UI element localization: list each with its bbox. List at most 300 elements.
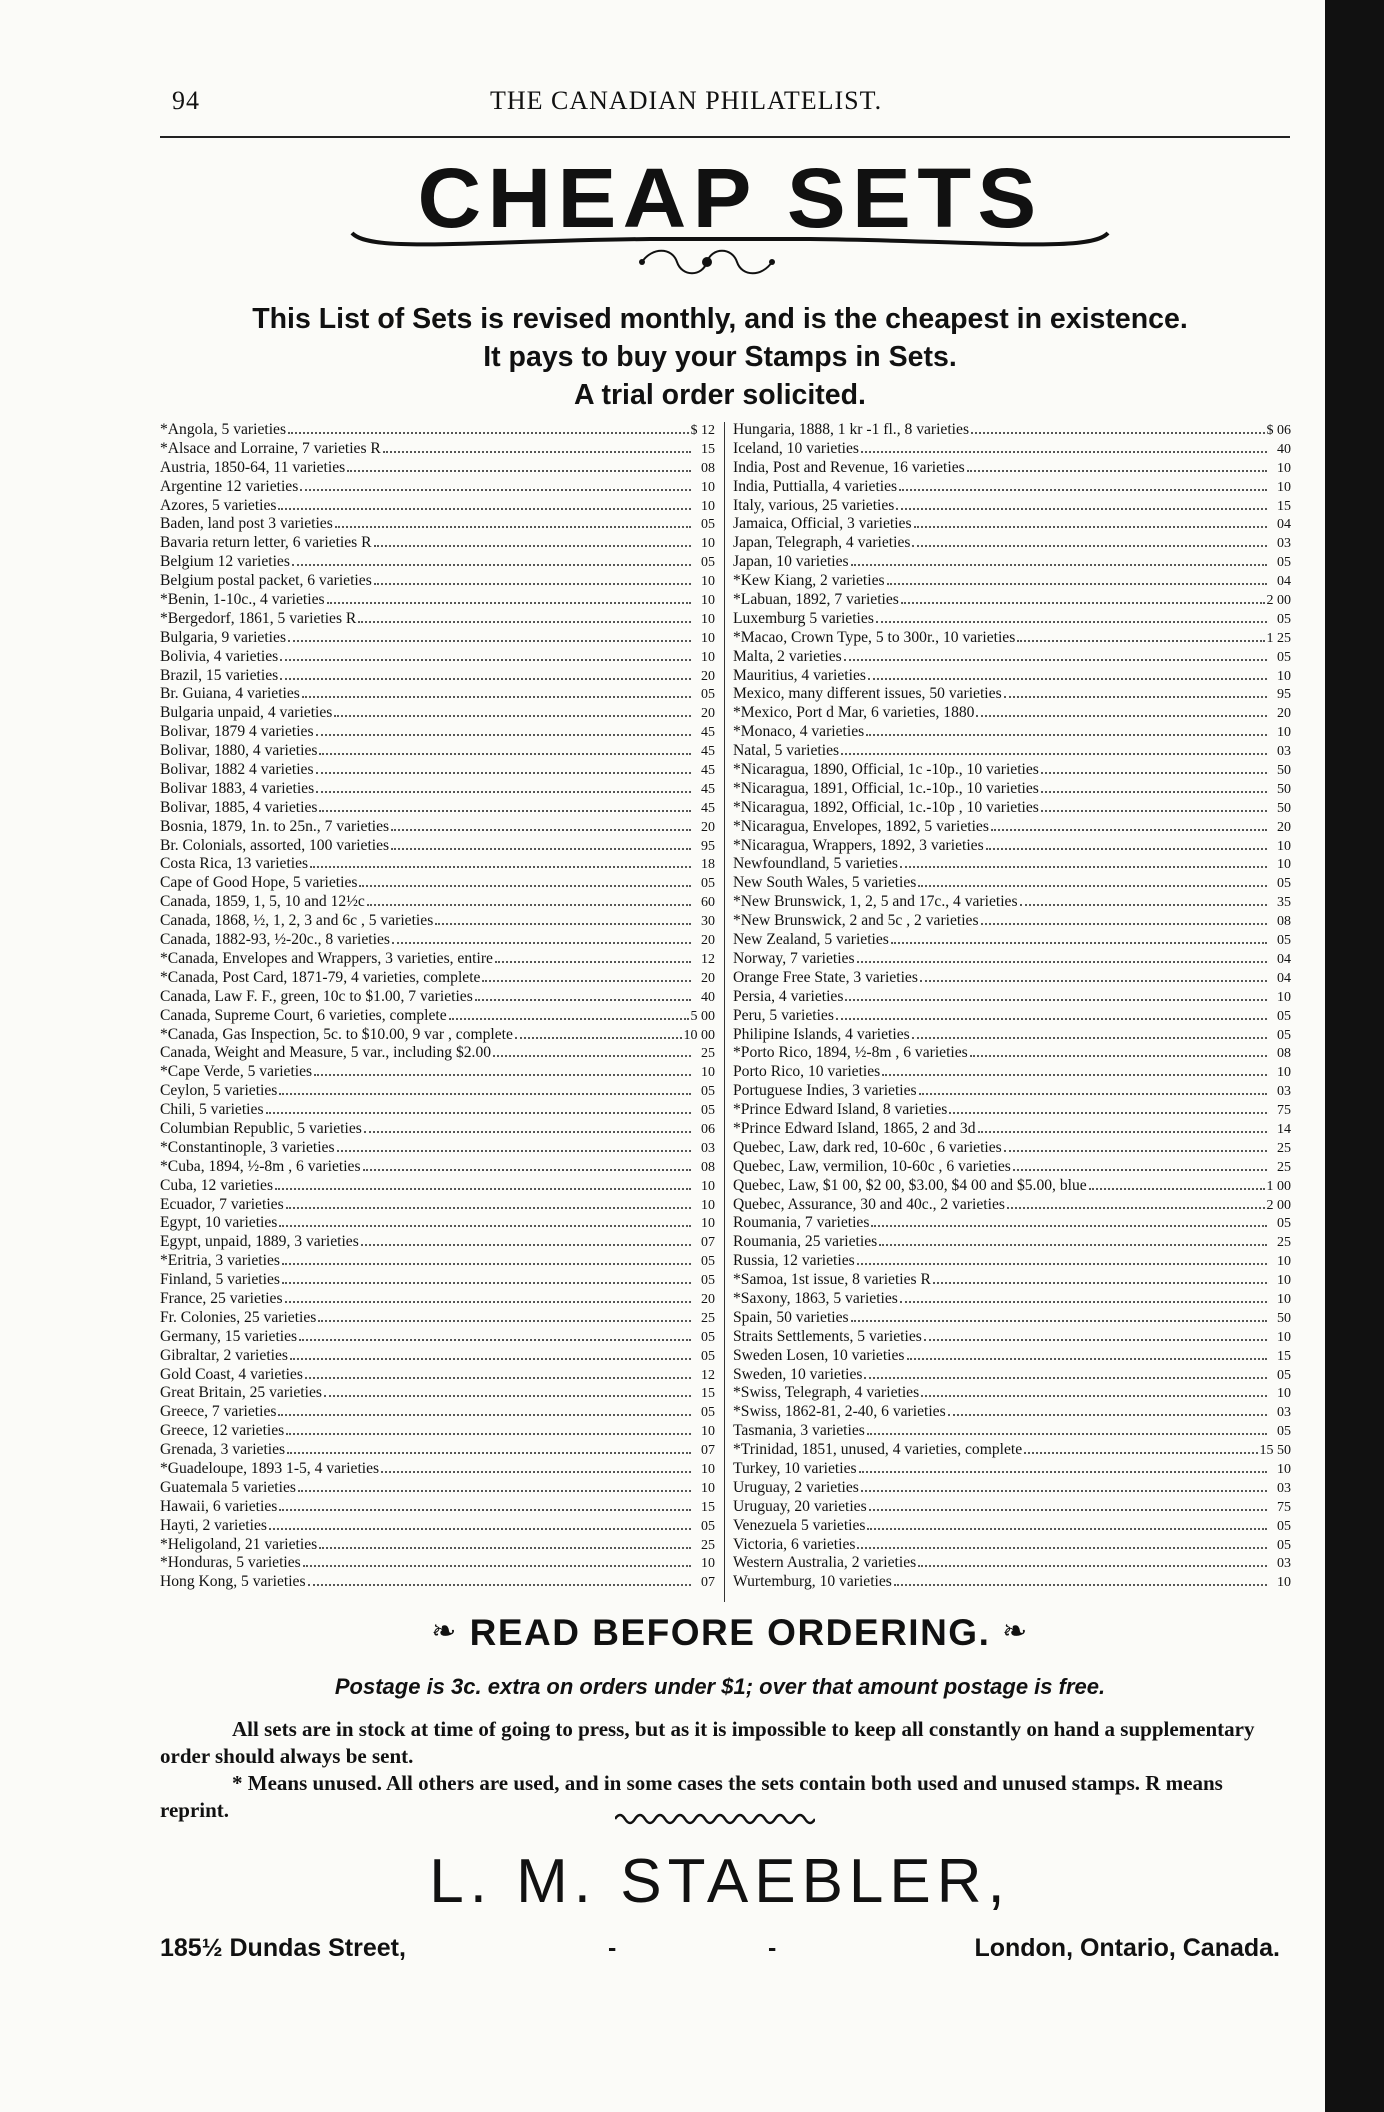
dot-leader bbox=[515, 1025, 682, 1039]
dot-leader bbox=[899, 477, 1267, 491]
price-list-row bbox=[733, 949, 1291, 968]
price-list-row bbox=[733, 703, 1291, 722]
dot-leader bbox=[266, 1100, 691, 1114]
dot-leader bbox=[305, 1365, 691, 1379]
price-list-row bbox=[160, 1365, 715, 1384]
set-price: 15 bbox=[701, 1499, 715, 1515]
price-list-row bbox=[160, 1138, 715, 1157]
dot-leader bbox=[879, 1232, 1267, 1246]
dot-leader bbox=[981, 911, 1267, 925]
dot-leader bbox=[1089, 1176, 1265, 1190]
price-list-row bbox=[160, 1195, 715, 1214]
dot-leader bbox=[861, 439, 1267, 453]
dot-leader bbox=[363, 1157, 691, 1171]
dot-leader bbox=[279, 1213, 691, 1227]
set-price: 05 bbox=[1277, 876, 1291, 892]
set-name: *Canada, Envelopes and Wrappers, 3 varieties, entire bbox=[160, 949, 493, 967]
set-name: Peru, 5 varieties bbox=[733, 1006, 834, 1024]
dot-leader bbox=[876, 609, 1267, 623]
set-name: Japan, 10 varieties bbox=[733, 553, 849, 571]
set-name: Egypt, 10 varieties bbox=[160, 1214, 278, 1232]
price-list-row bbox=[160, 1553, 715, 1572]
price-list-row bbox=[733, 987, 1291, 1006]
set-name: *Canada, Gas Inspection, 5c. to $10.00, 9 var , complete bbox=[160, 1025, 513, 1043]
set-price: 05 bbox=[1277, 933, 1291, 949]
price-list-row bbox=[160, 1289, 715, 1308]
set-name: Bolivia, 4 varieties bbox=[160, 647, 279, 665]
dot-leader bbox=[1004, 684, 1267, 698]
set-price: 25 bbox=[1277, 1140, 1291, 1156]
set-name: Canada, Law F. F., green, 10c to $1.00, 7 varieties bbox=[160, 987, 473, 1005]
set-name: Germany, 15 varieties bbox=[160, 1327, 298, 1345]
set-name: Portuguese Indies, 3 varieties bbox=[733, 1082, 917, 1100]
dot-leader bbox=[867, 1516, 1267, 1530]
set-name: Canada, Weight and Measure, 5 var., including $2.00 bbox=[160, 1044, 492, 1062]
dot-leader bbox=[327, 590, 691, 604]
price-list-row bbox=[733, 1195, 1291, 1214]
dot-leader bbox=[836, 1006, 1267, 1020]
set-name: Newfoundland, 5 varieties bbox=[733, 855, 898, 873]
set-name: Luxemburg 5 varieties bbox=[733, 609, 874, 627]
price-list-row bbox=[733, 571, 1291, 590]
set-price: 10 bbox=[1277, 460, 1291, 476]
price-list-row bbox=[733, 1459, 1291, 1478]
set-price: 05 bbox=[701, 1273, 715, 1289]
set-price: 05 bbox=[701, 1254, 715, 1270]
set-name: *Porto Rico, 1894, ½-8m , 6 varieties bbox=[733, 1044, 968, 1062]
set-price: 10 00 bbox=[683, 1027, 715, 1043]
set-name: Philipine Islands, 4 varieties bbox=[733, 1025, 910, 1043]
price-list-row bbox=[160, 722, 715, 741]
set-name: Costa Rica, 13 varieties bbox=[160, 855, 309, 873]
set-name: Canada, Supreme Court, 6 varieties, complete bbox=[160, 1006, 447, 1024]
set-price: 05 bbox=[701, 1084, 715, 1100]
set-name: New Zealand, 5 varieties bbox=[733, 931, 889, 949]
dot-leader bbox=[986, 836, 1267, 850]
set-price: 05 bbox=[1277, 1518, 1291, 1534]
dot-leader bbox=[882, 1062, 1267, 1076]
price-list-row bbox=[160, 1497, 715, 1516]
set-name: Great Britain, 25 varieties bbox=[160, 1384, 322, 1402]
price-list-row bbox=[160, 1006, 715, 1025]
set-price: 10 bbox=[1277, 1329, 1291, 1345]
price-list-row bbox=[733, 836, 1291, 855]
set-price: 10 bbox=[1277, 989, 1291, 1005]
set-price: 75 bbox=[1277, 1103, 1291, 1119]
set-price: 10 bbox=[1277, 857, 1291, 873]
dot-leader bbox=[286, 1195, 691, 1209]
set-price: 05 bbox=[1277, 1367, 1291, 1383]
set-name: *Prince Edward Island, 8 varieties bbox=[733, 1101, 948, 1119]
price-list-row bbox=[733, 1062, 1291, 1081]
set-name: *Constantinople, 3 varieties bbox=[160, 1138, 335, 1156]
price-list-row bbox=[733, 968, 1291, 987]
set-price: $ 12 bbox=[690, 423, 715, 438]
set-name: France, 25 varieties bbox=[160, 1289, 283, 1307]
set-price: 05 bbox=[701, 517, 715, 533]
price-list-row bbox=[733, 439, 1291, 458]
set-name: Bulgaria, 9 varieties bbox=[160, 628, 287, 646]
set-name: *Nicaragua, Wrappers, 1892, 3 varieties bbox=[733, 836, 984, 854]
set-price: 10 bbox=[701, 593, 715, 609]
set-price: 20 bbox=[701, 668, 715, 684]
price-list-row bbox=[733, 1440, 1291, 1459]
set-name: *Cuba, 1894, ½-8m , 6 varieties bbox=[160, 1157, 361, 1175]
dot-leader bbox=[1020, 892, 1267, 906]
price-list-row bbox=[160, 420, 715, 439]
price-list-row bbox=[160, 514, 715, 533]
price-list-row bbox=[160, 666, 715, 685]
price-list-row bbox=[733, 1043, 1291, 1062]
dot-leader bbox=[857, 949, 1267, 963]
set-name: Columbian Republic, 5 varieties bbox=[160, 1119, 362, 1137]
dot-leader bbox=[851, 1308, 1267, 1322]
dot-leader bbox=[361, 1232, 691, 1246]
left-fleuron-icon: ❧ bbox=[431, 1615, 458, 1648]
set-name: Quebec, Law, dark red, 10-60c , 6 varieties bbox=[733, 1138, 1002, 1156]
price-list-row bbox=[733, 1402, 1291, 1421]
dot-leader bbox=[324, 1383, 691, 1397]
set-price: 20 bbox=[701, 819, 715, 835]
dot-leader bbox=[292, 552, 691, 566]
price-list-row bbox=[733, 873, 1291, 892]
price-list-row bbox=[733, 892, 1291, 911]
set-price: 25 bbox=[701, 1046, 715, 1062]
set-name: *Nicaragua, 1891, Official, 1c.-10p., 10 varieties bbox=[733, 779, 1039, 797]
dot-leader bbox=[269, 1516, 691, 1530]
set-price: 03 bbox=[1277, 1556, 1291, 1572]
price-list-row bbox=[160, 1346, 715, 1365]
set-name: Bosnia, 1879, 1n. to 25n., 7 varieties bbox=[160, 817, 390, 835]
set-name: Bolivar 1883, 4 varieties bbox=[160, 779, 315, 797]
set-name: Roumania, 7 varieties bbox=[733, 1214, 870, 1232]
dot-leader bbox=[841, 741, 1267, 755]
set-price: 95 bbox=[1277, 687, 1291, 703]
price-list-row bbox=[160, 760, 715, 779]
set-name: *Nicaragua, 1892, Official, 1c.-10p , 10 varieties bbox=[733, 798, 1039, 816]
dot-leader bbox=[991, 817, 1267, 831]
dot-leader bbox=[316, 722, 691, 736]
price-list-row bbox=[733, 666, 1291, 685]
ad-headline: CHEAP SETS bbox=[417, 151, 1043, 245]
price-list-row bbox=[160, 854, 715, 873]
price-list-row bbox=[733, 1270, 1291, 1289]
set-name: *Honduras, 5 varieties bbox=[160, 1554, 301, 1572]
set-name: Mexico, many different issues, 50 varieties bbox=[733, 685, 1002, 703]
set-price: 2 00 bbox=[1266, 1197, 1291, 1213]
set-price: 20 bbox=[701, 933, 715, 949]
set-name: Venezuela 5 varieties bbox=[733, 1516, 866, 1534]
dot-leader bbox=[495, 949, 691, 963]
set-name: Ceylon, 5 varieties bbox=[160, 1082, 278, 1100]
intro-line-1: This List of Sets is revised monthly, and is the cheapest in existence. bbox=[252, 303, 1188, 335]
dot-leader bbox=[310, 854, 691, 868]
price-list-row bbox=[733, 1251, 1291, 1270]
left-price-list bbox=[160, 420, 715, 1591]
dot-leader bbox=[901, 590, 1265, 604]
price-list-row bbox=[160, 1119, 715, 1138]
set-price: 40 bbox=[701, 989, 715, 1005]
set-price: 10 bbox=[701, 1424, 715, 1440]
set-price: 05 bbox=[1277, 555, 1291, 571]
set-name: Victoria, 6 varieties bbox=[733, 1535, 856, 1553]
set-price: 10 bbox=[701, 1480, 715, 1496]
set-price: 25 bbox=[1277, 1159, 1291, 1175]
set-price: 35 bbox=[1277, 895, 1291, 911]
dot-leader bbox=[316, 760, 691, 774]
price-list-row bbox=[733, 1213, 1291, 1232]
set-name: Sweden, 10 varieties bbox=[733, 1365, 863, 1383]
dot-leader bbox=[921, 1383, 1267, 1397]
dot-leader bbox=[319, 798, 691, 812]
dot-leader bbox=[887, 571, 1267, 585]
price-list-row bbox=[733, 1421, 1291, 1440]
dot-leader bbox=[286, 1421, 691, 1435]
set-name: *Trinidad, 1851, unused, 4 varieties, complete bbox=[733, 1441, 1023, 1459]
set-name: Baden, land post 3 varieties bbox=[160, 515, 333, 533]
dealer-name: L. M. STAEBLER, bbox=[429, 1847, 1011, 1916]
price-list-row bbox=[160, 1440, 715, 1459]
set-name: Uruguay, 2 varieties bbox=[733, 1478, 859, 1496]
dot-leader bbox=[364, 1119, 691, 1133]
dot-leader bbox=[288, 420, 688, 434]
set-price: 1 25 bbox=[1266, 630, 1291, 646]
price-list-row bbox=[733, 1308, 1291, 1327]
price-list-row bbox=[160, 1383, 715, 1402]
set-price: 05 bbox=[701, 1405, 715, 1421]
set-name: *Angola, 5 varieties bbox=[160, 421, 287, 438]
set-price: 05 bbox=[701, 1348, 715, 1364]
dot-leader bbox=[287, 1440, 691, 1454]
set-price: 50 bbox=[1277, 1310, 1291, 1326]
set-price: 04 bbox=[1277, 951, 1291, 967]
price-list-row bbox=[160, 1516, 715, 1535]
dealer-address bbox=[160, 1934, 1280, 1974]
right-price-list bbox=[733, 420, 1291, 1591]
dot-leader bbox=[285, 1289, 691, 1303]
price-list-row bbox=[160, 1308, 715, 1327]
set-price: 20 bbox=[701, 970, 715, 986]
page-number: 94 bbox=[172, 86, 200, 115]
price-list-row bbox=[160, 477, 715, 496]
price-list-row bbox=[733, 779, 1291, 798]
set-name: Sweden Losen, 10 varieties bbox=[733, 1346, 905, 1364]
set-name: *Cape Verde, 5 varieties bbox=[160, 1063, 313, 1081]
dot-leader bbox=[1024, 1440, 1257, 1454]
set-name: Porto Rico, 10 varieties bbox=[733, 1063, 881, 1081]
set-name: Brazil, 15 varieties bbox=[160, 666, 279, 684]
set-name: Norway, 7 varieties bbox=[733, 949, 855, 967]
set-price: 07 bbox=[701, 1443, 715, 1459]
dot-leader bbox=[869, 1497, 1267, 1511]
set-price: 10 bbox=[701, 479, 715, 495]
publication-title: THE CANADIAN PHILATELIST. bbox=[490, 86, 883, 115]
price-list-row bbox=[733, 477, 1291, 496]
set-price: 14 bbox=[1277, 1121, 1291, 1137]
dot-leader bbox=[914, 514, 1267, 528]
price-list-row bbox=[160, 1081, 715, 1100]
set-name: Greece, 7 varieties bbox=[160, 1403, 277, 1421]
price-list-row bbox=[733, 684, 1291, 703]
price-list-row bbox=[160, 703, 715, 722]
set-price: 03 bbox=[1277, 1480, 1291, 1496]
dot-leader bbox=[844, 647, 1267, 661]
set-price: 03 bbox=[701, 1140, 715, 1156]
city-address: London, Ontario, Canada. bbox=[974, 1934, 1280, 1962]
price-list-row bbox=[733, 1553, 1291, 1572]
set-price: 10 bbox=[701, 498, 715, 514]
set-price: 50 bbox=[1277, 800, 1291, 816]
dot-leader bbox=[871, 1213, 1267, 1227]
set-price: 10 bbox=[1277, 838, 1291, 854]
set-name: Canada, 1882-93, ½-20c., 8 varieties bbox=[160, 931, 390, 949]
price-list-row bbox=[160, 533, 715, 552]
set-price: 10 bbox=[1277, 1065, 1291, 1081]
dot-leader bbox=[933, 1270, 1267, 1284]
dot-leader bbox=[391, 836, 691, 850]
dot-leader bbox=[319, 741, 691, 755]
price-list-row bbox=[160, 779, 715, 798]
price-list-row bbox=[160, 817, 715, 836]
price-list-row bbox=[160, 1478, 715, 1497]
right-fleuron-icon: ❧ bbox=[1002, 1615, 1029, 1648]
dot-leader bbox=[279, 1081, 691, 1095]
set-name: Bolivar, 1882 4 varieties bbox=[160, 761, 314, 779]
set-price: 2 00 bbox=[1266, 593, 1291, 609]
set-price: 08 bbox=[1277, 1046, 1291, 1062]
set-price: 05 bbox=[701, 876, 715, 892]
dot-leader bbox=[383, 439, 691, 453]
dot-leader bbox=[298, 1478, 691, 1492]
dot-leader bbox=[279, 1497, 691, 1511]
set-name: Russia, 12 varieties bbox=[733, 1252, 855, 1270]
set-price: 04 bbox=[1277, 970, 1291, 986]
set-price: 08 bbox=[1277, 914, 1291, 930]
price-list-row bbox=[733, 1119, 1291, 1138]
price-list-row bbox=[733, 760, 1291, 779]
price-list-row bbox=[160, 647, 715, 666]
dot-leader bbox=[919, 1081, 1267, 1095]
set-name: Natal, 5 varieties bbox=[733, 742, 840, 760]
set-name: *Bergedorf, 1861, 5 varieties R bbox=[160, 609, 357, 627]
price-list-row bbox=[160, 836, 715, 855]
set-price: 20 bbox=[1277, 706, 1291, 722]
price-list-row bbox=[160, 684, 715, 703]
dot-leader bbox=[894, 1572, 1267, 1586]
set-price: 05 bbox=[1277, 1008, 1291, 1024]
set-price: 20 bbox=[701, 1291, 715, 1307]
set-name: Japan, Telegraph, 4 varieties bbox=[733, 534, 911, 552]
dot-leader bbox=[280, 666, 691, 680]
set-price: 75 bbox=[1277, 1499, 1291, 1515]
set-name: Wurtemburg, 10 varieties bbox=[733, 1573, 892, 1591]
ordering-heading-text: READ BEFORE ORDERING. bbox=[469, 1612, 991, 1653]
dot-leader bbox=[918, 1553, 1267, 1567]
page-header bbox=[160, 86, 1290, 126]
dot-leader bbox=[857, 1535, 1267, 1549]
legend-note: * Means unused. All others are used, and in some cases the sets contain both used and unused stamps. R means reprint. bbox=[160, 1771, 1223, 1822]
set-name: Cuba, 12 varieties bbox=[160, 1176, 274, 1194]
set-name: Hawaii, 6 varieties bbox=[160, 1497, 278, 1515]
dot-leader bbox=[907, 1346, 1268, 1360]
set-name: *Prince Edward Island, 1865, 2 and 3d bbox=[733, 1119, 976, 1137]
set-name: Chili, 5 varieties bbox=[160, 1101, 264, 1119]
set-name: Mauritius, 4 varieties bbox=[733, 666, 866, 684]
set-price: 05 bbox=[1277, 1537, 1291, 1553]
set-name: Bolivar, 1885, 4 varieties bbox=[160, 798, 318, 816]
price-list-row bbox=[733, 1157, 1291, 1176]
postage-note: Postage is 3c. extra on orders under $1; over that amount postage is free. bbox=[334, 1674, 1106, 1699]
set-price: 04 bbox=[1277, 517, 1291, 533]
set-name: Western Australia, 2 varieties bbox=[733, 1554, 917, 1572]
set-price: 05 bbox=[701, 1518, 715, 1534]
dot-leader bbox=[1013, 1157, 1267, 1171]
scan-edge bbox=[1325, 0, 1384, 2112]
set-name: Uruguay, 20 varieties bbox=[733, 1497, 867, 1515]
price-list-row bbox=[733, 1025, 1291, 1044]
price-list-row bbox=[160, 1270, 715, 1289]
price-list-row bbox=[733, 1289, 1291, 1308]
set-price: 03 bbox=[1277, 1405, 1291, 1421]
set-name: *Canada, Post Card, 1871-79, 4 varieties, complete bbox=[160, 968, 481, 986]
set-name: Quebec, Assurance, 30 and 40c., 2 varieties bbox=[733, 1195, 1005, 1213]
dot-leader bbox=[334, 703, 691, 717]
set-price: 10 bbox=[701, 611, 715, 627]
price-list-row bbox=[733, 1572, 1291, 1591]
set-name: Gold Coast, 4 varieties bbox=[160, 1365, 303, 1383]
dot-leader bbox=[970, 1043, 1267, 1057]
dot-leader bbox=[1041, 798, 1267, 812]
set-price: 45 bbox=[701, 725, 715, 741]
set-price: 05 bbox=[701, 555, 715, 571]
price-list-row bbox=[160, 552, 715, 571]
set-price: 08 bbox=[701, 460, 715, 476]
dot-leader bbox=[1007, 1195, 1265, 1209]
set-price: 10 bbox=[701, 1178, 715, 1194]
set-price: 07 bbox=[701, 1575, 715, 1591]
set-name: *Benin, 1-10c., 4 varieties bbox=[160, 591, 325, 609]
set-price: 25 bbox=[701, 1310, 715, 1326]
dot-leader bbox=[347, 458, 691, 472]
price-list-row bbox=[733, 552, 1291, 571]
dot-leader bbox=[288, 628, 691, 642]
price-list-row bbox=[160, 1100, 715, 1119]
dot-leader bbox=[275, 1176, 691, 1190]
set-name: Bolivar, 1879 4 varieties bbox=[160, 723, 314, 741]
set-price: 30 bbox=[701, 914, 715, 930]
price-list-row bbox=[160, 458, 715, 477]
set-name: Greece, 12 varieties bbox=[160, 1422, 285, 1440]
set-name: Finland, 5 varieties bbox=[160, 1271, 280, 1289]
dot-leader bbox=[316, 779, 691, 793]
set-price: 07 bbox=[701, 1235, 715, 1251]
set-price: 10 bbox=[701, 630, 715, 646]
price-list-row bbox=[733, 1365, 1291, 1384]
set-price: 10 bbox=[701, 1065, 715, 1081]
dot-leader bbox=[308, 1572, 691, 1586]
dot-leader bbox=[335, 514, 691, 528]
set-price: 15 bbox=[701, 441, 715, 457]
set-name: *Swiss, 1862-81, 2-40, 6 varieties bbox=[733, 1403, 946, 1421]
set-name: *Labuan, 1892, 7 varieties bbox=[733, 591, 899, 609]
price-list-row bbox=[733, 1176, 1291, 1195]
price-list-row bbox=[160, 987, 715, 1006]
set-name: Quebec, Law, $1 00, $2 00, $3.00, $4 00 and $5.00, blue bbox=[733, 1176, 1087, 1194]
set-price: 05 bbox=[1277, 1216, 1291, 1232]
price-list-row bbox=[733, 458, 1291, 477]
read-before-ordering-heading bbox=[330, 1612, 1130, 1654]
dot-leader bbox=[866, 722, 1267, 736]
